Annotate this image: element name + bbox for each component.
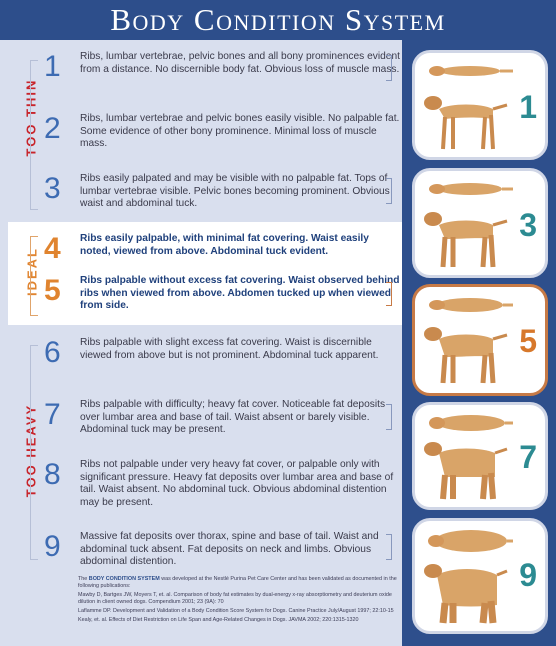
dog-side-view-icon	[421, 321, 511, 387]
dog-top-view-icon	[425, 59, 515, 83]
dog-top-view-icon	[425, 527, 515, 555]
connector-7	[386, 404, 392, 430]
score-number: 9	[44, 530, 61, 563]
score-description: Massive fat deposits over thorax, spine and base of tail. Waist and abdominal tuck absent. Fat deposits on neck and limbs. Obvious abdominal distention.	[80, 531, 379, 567]
score-number: 5	[44, 274, 61, 307]
dog-card-7	[412, 402, 548, 510]
dog-card-3	[412, 168, 548, 278]
score-number: 3	[44, 172, 61, 205]
card-score-number: 3	[519, 207, 537, 243]
connector-9	[386, 534, 392, 560]
header	[0, 0, 556, 40]
footer-reference: Laflamme DP. Development and Validation of a Body Condition Score System for Dogs. Canine Practice July/August 1997; 22:10-15	[78, 608, 394, 614]
card-score-number: 1	[519, 89, 537, 125]
dog-card-9	[412, 518, 548, 634]
score-description: Ribs easily palpable, with minimal fat covering. Waist easily noted, viewed from above. Abdominal tuck evident.	[80, 233, 369, 257]
score-description: Ribs easily palpated and may be visible with no palpable fat. Tops of lumbar vertebrae visible. Pelvic bones becoming prominent. Obvious waist and abdominal tuck.	[80, 173, 390, 209]
score-description: Ribs, lumbar vertebrae and pelvic bones easily visible. No palpable fat. Some evidence of other bony prominence. Minimal loss of muscle mass.	[80, 113, 400, 149]
score-description: Ribs palpable with difficulty; heavy fat cover. Noticeable fat deposits over lumbar area and base of tail. Waist absent or barely visible. Abdominal tuck may be present.	[80, 399, 386, 435]
dog-side-view-icon	[421, 559, 511, 627]
bracket-ideal	[30, 236, 38, 316]
score-number: 2	[44, 112, 61, 145]
dog-top-view-icon	[425, 411, 515, 435]
group-label-too-thin: TOO THIN	[23, 78, 39, 157]
card-score-number: 9	[519, 557, 537, 593]
score-number: 8	[44, 458, 61, 491]
connector-3	[386, 178, 392, 204]
score-description: Ribs not palpable under very heavy fat cover, or palpable only with significant pressure. Heavy fat deposits over lumbar area and base of tail. Waist absent. No abdominal tuck. Obvious abdominal distention may be present.	[80, 459, 394, 508]
footer-reference: Mawby D, Bartges JW, Moyers T, et. al. Comparison of body fat estimates by dual-energy x-ray absorptiometry and deuterium oxide dilution in client owned dogs. Compendium 2001; 23 (9A): 70	[78, 592, 392, 605]
score-description: Ribs palpable with slight excess fat covering. Waist is discernible viewed from above but is not prominent. Abdominal tuck apparent.	[80, 337, 379, 361]
footer-intro-bold: BODY CONDITION SYSTEM	[88, 576, 160, 582]
footer-reference: Kealy, et. al. Effects of Diet Restriction on Life Span and Age-Related Changes in Dogs. JAVMA 2002; 220:1315-1320	[78, 617, 359, 623]
connector-5	[386, 282, 392, 306]
score-number: 7	[44, 398, 61, 431]
dog-side-view-icon	[421, 87, 511, 153]
score-description: Ribs, lumbar vertebrae, pelvic bones and all bony prominences evident from a distance. No discernible body fat. Obvious loss of muscle mass.	[80, 51, 400, 75]
score-number: 4	[44, 232, 61, 265]
score-number: 6	[44, 336, 61, 369]
card-score-number: 5	[519, 323, 537, 359]
footer-citations	[78, 576, 398, 624]
footer-intro-post: was developed at the Nestlé Purina Pet Care Center and has been validated as documented in the following publications:	[78, 576, 397, 589]
card-score-number: 7	[519, 439, 537, 475]
group-label-too-heavy: TOO HEAVY	[23, 403, 39, 498]
footer-intro-pre: The	[78, 576, 88, 582]
dog-card-1	[412, 50, 548, 160]
dog-card-5	[412, 284, 548, 396]
bracket-too-thin	[30, 60, 38, 210]
bracket-too-heavy	[30, 345, 38, 560]
dog-side-view-icon	[421, 205, 511, 271]
score-description: Ribs palpable without excess fat covering. Waist observed behind ribs when viewed from above. Abdomen tucked up when viewed from side.	[80, 275, 400, 311]
score-number: 1	[44, 50, 61, 83]
dog-top-view-icon	[425, 177, 515, 201]
dog-side-view-icon	[421, 437, 511, 503]
page-title: Body Condition System	[110, 2, 446, 37]
connector-1	[386, 55, 392, 81]
group-label-ideal: IDEAL	[24, 247, 40, 296]
dog-top-view-icon	[425, 293, 515, 317]
